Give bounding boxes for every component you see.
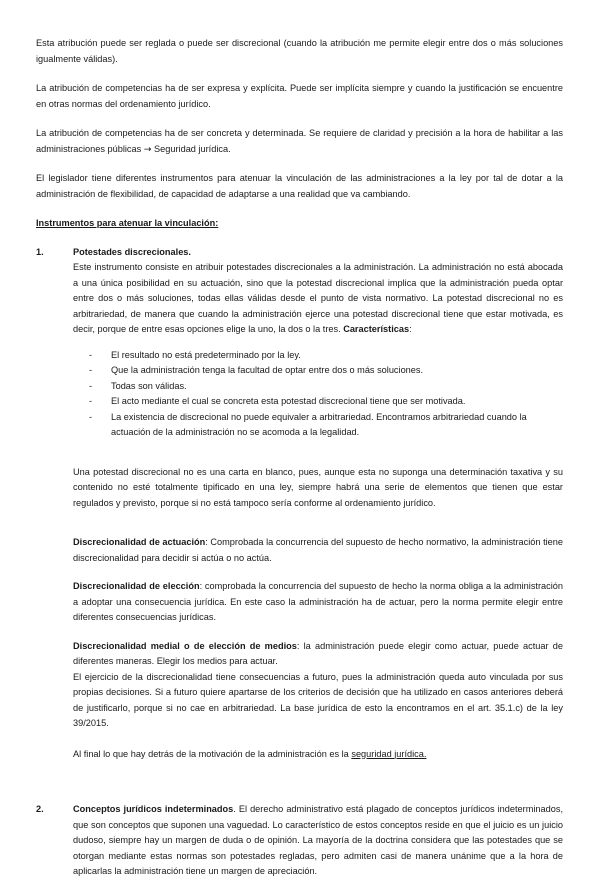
dash-icon: - [89,349,93,360]
item-description [73,260,563,338]
dash-icon: - [89,365,93,375]
item-description-text: . El derecho administrativo está plagado de conceptos jurídicos indeterminados, que son conceptos que suponen una vaguedad. Lo característico de estos conceptos reside en que el juicio es un juicio dudoso, siempre hay un margen de duda o de opinión. La mayoría de la doctrina considera que las potestades que se otorgan mediante estas normas son potestades regladas, pero admiten casi de manera unánime que a la hora de aplicarlas la administración tiene un margen de apreciación. [73,804,563,876]
list-item: - Que la administración tenga la facultad de optar entre dos o más soluciones. [89,363,563,379]
right-arrow-icon: → [143,143,152,155]
medial-label: Discrecionalidad medial o de elección de medios [73,640,297,651]
paragraph-medial [73,639,563,670]
concreta-text: La atribución de competencias ha de ser concreta y determinada. Se requiere de claridad y precisión a la hora de habilitar a las administraciones públicas [36,128,563,154]
item-potestades [36,245,563,763]
paragraph-expresa: La atribución de competencias ha de ser expresa y explícita. Puede ser implícita siempre y cuando la justificación se encuentre en otras normas del ordenamiento jurídico. [36,83,563,109]
item-body [73,802,563,880]
list-item: - Todas son válidas. [89,379,563,395]
concreta-tail: Seguridad jurídica. [151,143,231,154]
paragraph-eleccion [73,579,563,626]
instrumentos-heading: Instrumentos para atenuar la vinculación: [36,218,219,228]
item-description [73,802,563,880]
seguridad-juridica-link: seguridad jurídica. [351,748,427,759]
dash-icon: - [89,396,93,406]
medial-text: : la administración puede elegir como actuar, puede actuar de diferentes maneras. Elegir los medios para actuar. [73,640,564,666]
paragraph-legislador: El legislador tiene diferentes instrumentos para atenuar la vinculación de las administraciones a la ley por tal de dotar a la administración de flexibilidad, de capacidad de adaptarse a una realidad que va cambiando. [36,173,563,199]
eleccion-text: : comprobada la concurrencia del supuesto de hecho la norma obliga a la administración a adoptar una consecuencia jurídica. En este caso la administración ha de actuar, pero la norma permite elegir entre diferentes consecuencias jurídicas. [73,581,563,622]
characteristics-label: Características [343,324,410,334]
item-title: Potestades discrecionales. [73,246,191,257]
paragraph-final [73,747,563,763]
item-body [73,245,563,763]
dash-icon: - [89,380,93,391]
paragraph-carta-blanco: Una potestad discrecional no es una carta en blanco, pues, aunque esta no suponga una determinación taxativa y su contenido no esté totalmente tipificado en una ley, siempre habrá una serie de elementos que tienen que estar regulados y previsto, porque si no está tampoco sería conforme al ordenamiento jurídico. [73,466,563,508]
item-number: 1. [36,246,44,257]
eleccion-label: Discrecionalidad de elección [73,581,200,591]
item-description-text: Este instrumento consiste en atribuir potestades discrecionales a la administración. La administración no está abocada a una única posibilidad en su actuación, sino que la potestad discrecional implica que la administración pueda optar entre dos o más soluciones, todas ellas válidas desde el punto de vista normativo. La potestad discrecional no es arbitrariedad, de manera que cuando la administración ejerce una potestad discrecional tiene que estar motivada, es decir, porque de entre esas opciones elige la uno, la dos o la tres. [73,262,563,334]
final-text: Al final lo que hay detrás de la motivación de la administración es la [73,748,352,759]
paragraph-concreta [36,126,563,157]
paragraph-discrecional: Esta atribución puede ser reglada o puede ser discrecional (cuando la atribución me permite elegir entre dos o más soluciones igualmente válidas). [36,38,563,64]
item-number: 2. [36,804,44,814]
paragraph-actuacion [73,535,563,566]
item-title: Conceptos jurídicos indeterminados [73,804,234,814]
paragraph-ejercicio: El ejercicio de la discrecionalidad tiene consecuencias a futuro, pues la administración queda auto vinculada por sus propias decisiones. Si a futuro quiere apartarse de los criterios de decisión que ha utilizado en casos anteriores deberá de justificarlo, porque si no cae en arbitrariedad. La base jurídica de esto la encontramos en el art. 35.1.c) de la ley 39/2015. [73,671,563,728]
characteristics-list [73,348,563,441]
item-conceptos [36,802,563,880]
characteristics-colon: : [409,324,412,334]
actuacion-text: : Comprobada la concurrencia del supuesto de hecho normativo, la administración tiene discrecionalidad para decidir si actúa o no actúa. [73,537,563,563]
list-item: - La existencia de discrecional no puede equivaler a arbitrariedad. Encontramos arbitrariedad cuando la actuación de la administración no se acomoda a la legalidad. [89,410,563,441]
actuacion-label: Discrecionalidad de actuación [73,537,206,547]
intro-section [36,36,563,202]
list-item: - El acto mediante el cual se concreta esta potestad discrecional tiene que ser motivada. [89,394,563,410]
list-item: - El resultado no está predeterminado por la ley. [89,348,563,364]
dash-icon: - [89,411,93,422]
